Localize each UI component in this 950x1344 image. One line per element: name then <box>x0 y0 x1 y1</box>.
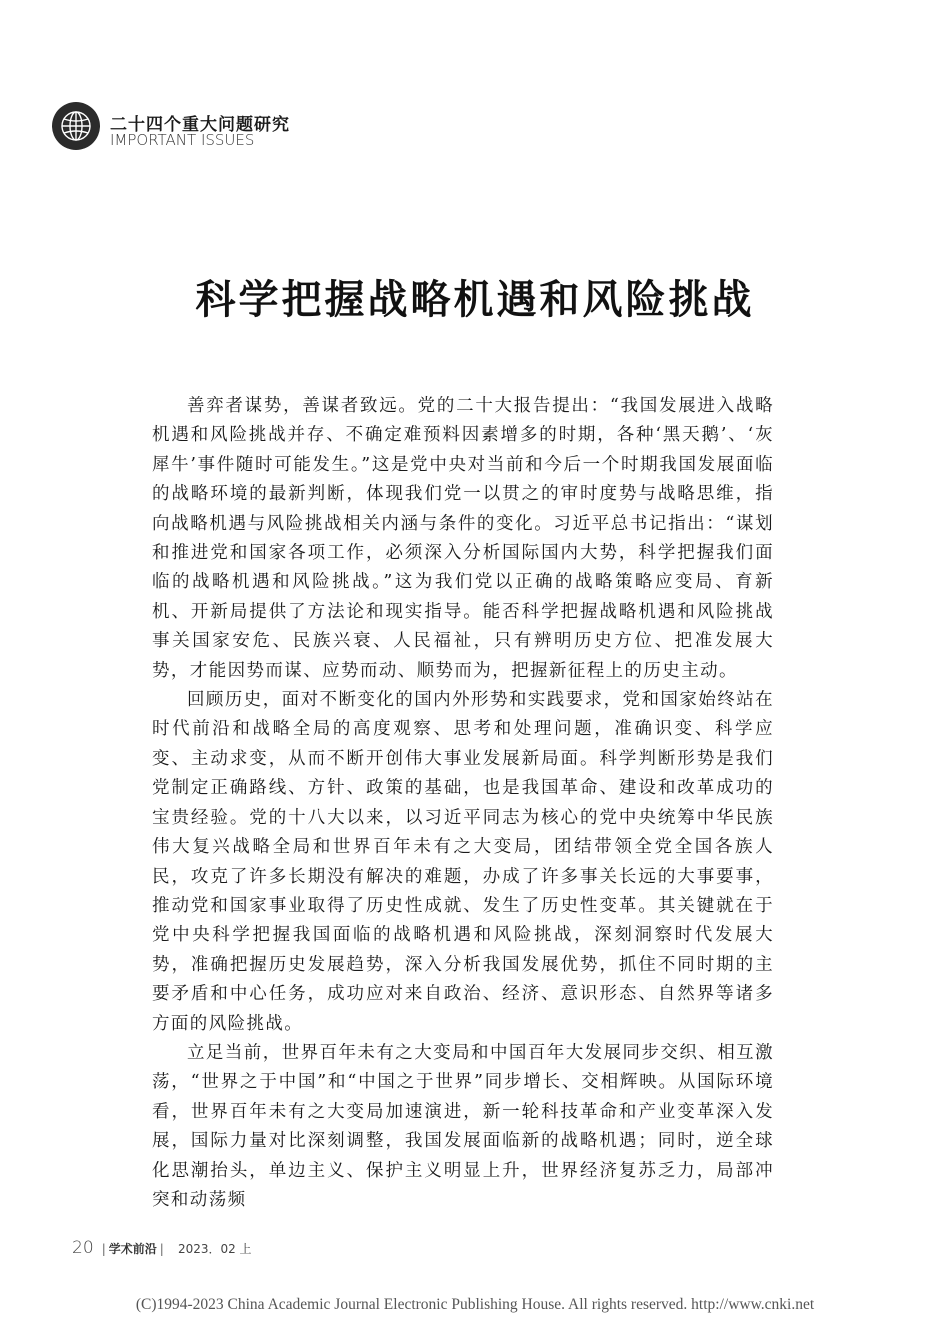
copyright-notice: (C)1994-2023 China Academic Journal Electronic Publishing House. All rights reserved. http://www.cnki.net <box>135 1296 815 1313</box>
article-body <box>152 392 774 1215</box>
separator: | <box>159 1242 164 1256</box>
issue-date: 2023．02 上 <box>177 1242 252 1256</box>
paragraph-3: 立足当前，世界百年未有之大变局和中国百年大发展同步交织、相互激荡，“世界之于中国”和“中国之于世界”同步增长、交相辉映。从国际环境看，世界百年未有之大变局加速演进，新一轮科技革命和产业变革深入发展，国际力量对比深刻调整，我国发展面临新的战略机遇；同时，逆全球化思潮抬头，单边主义、保护主义明显上升，世界经济复苏乏力，局部冲突和动荡频 <box>152 1042 774 1210</box>
section-title-en: IMPORTANT ISSUES <box>110 131 255 149</box>
page-number: 20 <box>72 1238 94 1258</box>
paragraph-2: 回顾历史，面对不断变化的国内外形势和实践要求，党和国家始终站在时代前沿和战略全局的高度观察、思考和处理问题，准确识变、科学应变、主动求变，从而不断开创伟大事业发展新局面。科学判断形势是我们党制定正确路线、方针、政策的基础，也是我国革命、建设和改革成功的宝贵经验。党的十八大以来，以习近平同志为核心的党中央统筹中华民族伟大复兴战略全局和世界百年未有之大变局，团结带领全党全国各族人民，攻克了许多长期没有解决的难题，办成了许多事关长远的大事要事，推动党和国家事业取得了历史性成就、发生了历史性变革。其关键就在于党中央科学把握我国面临的战略机遇和风险挑战，深刻洞察时代发展大势，准确把握历史发展趋势，深入分析我国发展优势，抓住不同时期的主要矛盾和中心任务，成功应对来自政治、经济、意识形态、自然界等诸多方面的风险挑战。 <box>152 690 774 1034</box>
page-footer <box>72 1238 252 1258</box>
section-title-cn: 二十四个重大问题研究 <box>110 115 290 135</box>
separator: | <box>101 1242 106 1256</box>
article-title: 科学把握战略机遇和风险挑战 <box>195 277 755 323</box>
journal-name: 学术前沿 <box>108 1242 157 1256</box>
paragraph-1: 善弈者谋势，善谋者致远。党的二十大报告提出：“我国发展进入战略机遇和风险挑战并存、不确定难预料因素增多的时期，各种‘黑天鹅’、‘灰犀牛’事件随时可能发生。”这是党中央对当前和今后一个时期我国发展面临的战略环境的最新判断，体现我们党一以贯之的审时度势与战略思维，指向战略机遇与风险挑战相关内涵与条件的变化。习近平总书记指出：“谋划和推进党和国家各项工作，必须深入分析国际国内大势，科学把握我们面临的战略机遇和风险挑战。”这为我们党以正确的战略策略应变局、育新机、开新局提供了方法论和现实指导。能否科学把握战略机遇和风险挑战事关国家安危、民族兴衰、人民福祉，只有辨明历史方位、把准发展大势，才能因势而谋、应势而动、顺势而为，把握新征程上的历史主动。 <box>152 396 774 681</box>
globe-icon <box>52 102 100 150</box>
